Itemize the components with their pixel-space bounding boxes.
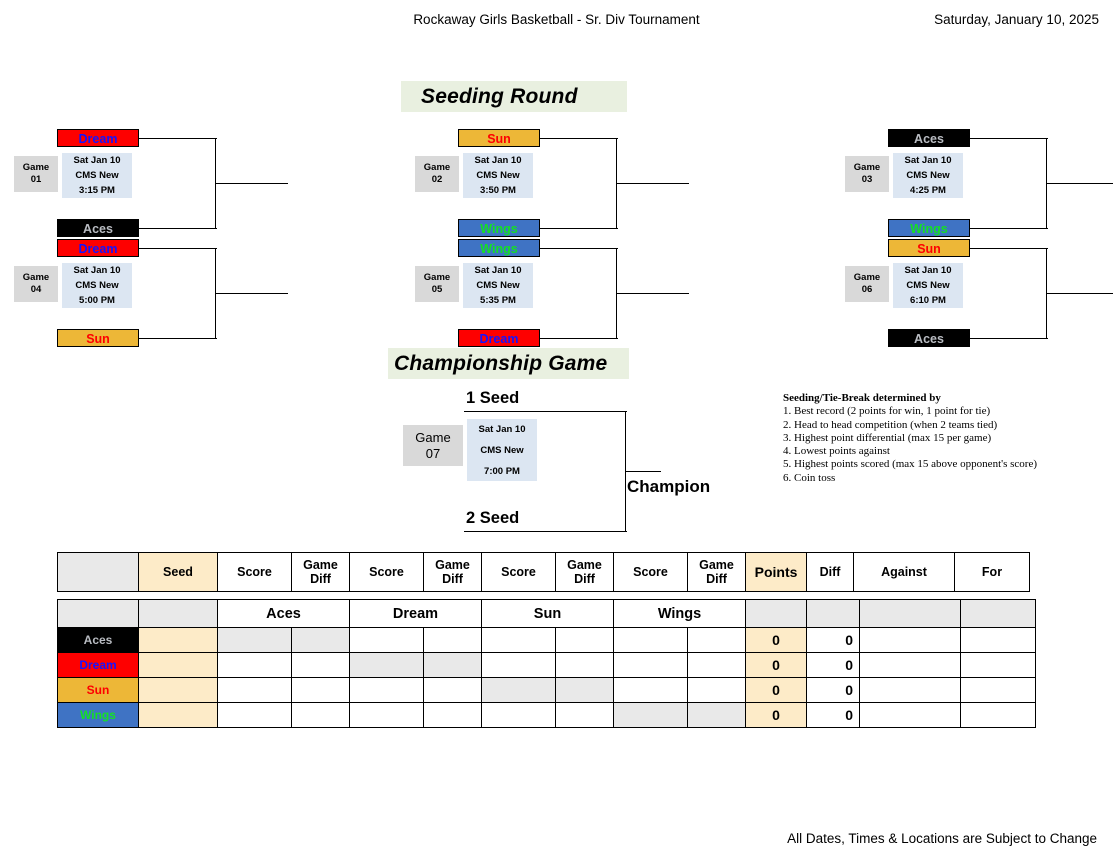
game-05-date: Sat Jan 10 xyxy=(474,265,522,276)
tiebreak-rule: 4. Lowest points against xyxy=(783,445,890,458)
table-row xyxy=(58,628,1036,653)
row-wings-gd-aces[interactable] xyxy=(292,703,350,728)
tournament-date: Saturday, January 10, 2025 xyxy=(934,12,1099,27)
row-sun-gd-aces[interactable] xyxy=(292,678,350,703)
bracket-game-02 xyxy=(415,129,705,239)
row-aces-gd-sun[interactable] xyxy=(556,628,614,653)
row-aces-diff: 0 xyxy=(807,628,860,653)
game-03-bottom-team[interactable]: Wings xyxy=(888,219,970,237)
champion-label: Champion xyxy=(627,477,711,496)
championship-top-seed[interactable]: 1 Seed xyxy=(466,389,520,407)
row-dream-score-wings[interactable] xyxy=(614,653,688,678)
game-02-connector-bottom xyxy=(540,228,618,229)
header-score-2: Score xyxy=(350,553,424,592)
opponent-row-blank-diff xyxy=(807,600,860,628)
row-wings-gd-sun[interactable] xyxy=(556,703,614,728)
championship-game-label: Championship Game xyxy=(394,351,608,375)
game-02-connector-out xyxy=(616,183,689,184)
bracket-game-05 xyxy=(415,239,705,349)
opponent-row-blank-2 xyxy=(139,600,218,628)
game-05-venue: CMS New xyxy=(476,280,520,291)
header-game-diff-1-line2: Diff xyxy=(310,572,331,586)
row-aces-seed[interactable] xyxy=(139,628,218,653)
game-02-info xyxy=(463,153,533,198)
championship-connector-bottom xyxy=(464,531,627,532)
bracket-game-06 xyxy=(845,239,1113,349)
game-05-connector-top xyxy=(540,248,618,249)
game-02-label xyxy=(415,156,459,192)
game-03-connector-top xyxy=(970,138,1048,139)
tiebreak-rule: 2. Head to head competition (when 2 teams tied) xyxy=(783,418,998,431)
championship-date: Sat Jan 10 xyxy=(478,423,526,435)
header-game-diff-3-line2: Diff xyxy=(574,572,595,586)
table-row xyxy=(58,678,1036,703)
header-team xyxy=(58,553,139,592)
header-score-1: Score xyxy=(218,553,292,592)
standings-opponent-row xyxy=(58,600,1036,628)
game-02-venue: CMS New xyxy=(476,170,520,181)
page-title-text: Rockaway Girls Basketball - Sr. Div Tournament xyxy=(413,12,700,27)
game-06-connector-bottom xyxy=(970,338,1048,339)
championship-venue: CMS New xyxy=(480,444,524,456)
opponent-header-sun: Sun xyxy=(482,600,614,628)
opponent-row-blank-points xyxy=(746,600,807,628)
game-05-info xyxy=(463,263,533,308)
header-game-diff-4-line1: Game xyxy=(699,558,734,572)
opponent-row-blank-for xyxy=(961,600,1036,628)
row-dream-score-sun[interactable] xyxy=(482,653,556,678)
championship-bottom-seed[interactable]: 2 Seed xyxy=(466,509,520,527)
opponent-header-dream: Dream xyxy=(350,600,482,628)
row-dream-gd-dream xyxy=(424,653,482,678)
game-01-label-line1: Game xyxy=(22,162,50,173)
row-aces-score-sun[interactable] xyxy=(482,628,556,653)
row-aces-score-aces xyxy=(218,628,292,653)
seeding-round-banner xyxy=(401,81,627,112)
row-wings-for[interactable] xyxy=(961,703,1036,728)
game-06-time: 6:10 PM xyxy=(910,295,946,306)
game-01-connector-out xyxy=(215,183,288,184)
row-sun-seed[interactable] xyxy=(139,678,218,703)
bracket-game-01 xyxy=(14,129,304,239)
game-04-label xyxy=(14,266,58,302)
row-dream-gd-sun[interactable] xyxy=(556,653,614,678)
header-points: Points xyxy=(746,553,807,592)
game-04-top-team[interactable]: Dream xyxy=(57,239,139,257)
table-row xyxy=(58,653,1036,678)
row-sun-gd-wings[interactable] xyxy=(688,678,746,703)
championship-game-banner xyxy=(388,348,629,379)
game-06-label-line2: 06 xyxy=(861,284,873,295)
row-dream-gd-aces[interactable] xyxy=(292,653,350,678)
game-05-label xyxy=(415,266,459,302)
row-aces-gd-aces xyxy=(292,628,350,653)
row-aces-gd-dream[interactable] xyxy=(424,628,482,653)
game-04-label-line1: Game xyxy=(22,272,50,283)
row-wings-gd-dream[interactable] xyxy=(424,703,482,728)
row-aces-score-wings[interactable] xyxy=(614,628,688,653)
row-aces-gd-wings[interactable] xyxy=(688,628,746,653)
game-01-venue: CMS New xyxy=(75,170,119,181)
row-sun-against[interactable] xyxy=(860,678,961,703)
standings-section xyxy=(57,552,1036,728)
opponent-row-blank-against xyxy=(860,600,961,628)
game-03-time: 4:25 PM xyxy=(910,185,946,196)
game-04-label-line2: 04 xyxy=(30,284,42,295)
game-04-connector-out xyxy=(215,293,288,294)
game-03-connector-bottom xyxy=(970,228,1048,229)
row-wings-against[interactable] xyxy=(860,703,961,728)
tiebreak-rule: 6. Coin toss xyxy=(783,471,836,484)
header-diff: Diff xyxy=(807,553,854,592)
game-02-label-line2: 02 xyxy=(431,174,443,185)
game-03-info xyxy=(893,153,963,198)
championship-time: 7:00 PM xyxy=(484,465,520,477)
header-for: For xyxy=(955,553,1030,592)
row-dream-for[interactable] xyxy=(961,653,1036,678)
championship-game-info xyxy=(467,419,537,481)
row-sun-gd-dream[interactable] xyxy=(424,678,482,703)
opponent-row-blank-1 xyxy=(58,600,139,628)
game-01-info xyxy=(62,153,132,198)
header-game-diff-2 xyxy=(424,553,482,592)
tiebreak-rule-list xyxy=(783,405,1083,485)
row-dream-against[interactable] xyxy=(860,653,961,678)
row-sun-gd-sun xyxy=(556,678,614,703)
bracket-game-04 xyxy=(14,239,304,349)
row-dream-diff: 0 xyxy=(807,653,860,678)
game-02-bottom-team[interactable]: Wings xyxy=(458,219,540,237)
game-06-date: Sat Jan 10 xyxy=(904,265,952,276)
standings-header-row xyxy=(58,553,1030,592)
header-game-diff-1-line1: Game xyxy=(303,558,338,572)
game-04-connector-top xyxy=(139,248,217,249)
opponent-header-wings: Wings xyxy=(614,600,746,628)
game-05-top-team[interactable]: Wings xyxy=(458,239,540,257)
game-02-date: Sat Jan 10 xyxy=(474,155,522,166)
game-02-label-line1: Game xyxy=(423,162,451,173)
header-game-diff-4-line2: Diff xyxy=(706,572,727,586)
game-05-time: 5:35 PM xyxy=(480,295,516,306)
game-05-label-line2: 05 xyxy=(431,284,443,295)
standings-body-table xyxy=(57,599,1036,728)
row-aces-for[interactable] xyxy=(961,628,1036,653)
game-06-connector-out xyxy=(1046,293,1113,294)
championship-label-line2: 07 xyxy=(425,445,441,461)
row-sun-score-wings[interactable] xyxy=(614,678,688,703)
header-seed: Seed xyxy=(139,553,218,592)
row-dream-score-dream xyxy=(350,653,424,678)
game-04-time: 5:00 PM xyxy=(79,295,115,306)
table-spacer xyxy=(57,592,1036,599)
game-03-label-line2: 03 xyxy=(861,174,873,185)
game-03-connector-out xyxy=(1046,183,1113,184)
championship-connector-top xyxy=(464,411,627,412)
game-06-label xyxy=(845,266,889,302)
game-05-bottom-team[interactable]: Dream xyxy=(458,329,540,347)
game-06-connector-top xyxy=(970,248,1048,249)
game-03-top-team[interactable]: Aces xyxy=(888,129,970,147)
game-02-top-team[interactable]: Sun xyxy=(458,129,540,147)
header-game-diff-1 xyxy=(292,553,350,592)
game-05-label-line1: Game xyxy=(423,272,451,283)
header-score-3: Score xyxy=(482,553,556,592)
row-sun-diff: 0 xyxy=(807,678,860,703)
game-02-connector-top xyxy=(540,138,618,139)
row-sun-for[interactable] xyxy=(961,678,1036,703)
game-06-info xyxy=(893,263,963,308)
row-team-wings: Wings xyxy=(58,703,139,728)
game-01-top-team[interactable]: Dream xyxy=(57,129,139,147)
game-01-connector-bottom xyxy=(139,228,217,229)
championship-connector-out xyxy=(625,471,661,472)
game-01-date: Sat Jan 10 xyxy=(73,155,121,166)
game-01-time: 3:15 PM xyxy=(79,185,115,196)
game-01-label xyxy=(14,156,58,192)
tiebreak-rules xyxy=(783,392,1083,485)
championship-game-label xyxy=(403,425,463,466)
header-against: Against xyxy=(854,553,955,592)
row-aces-score-dream[interactable] xyxy=(350,628,424,653)
game-05-connector-bottom xyxy=(540,338,618,339)
row-team-sun: Sun xyxy=(58,678,139,703)
standings-header-table xyxy=(57,552,1030,592)
game-06-label-line1: Game xyxy=(853,272,881,283)
row-wings-score-dream[interactable] xyxy=(350,703,424,728)
table-row xyxy=(58,703,1036,728)
row-wings-score-wings xyxy=(614,703,688,728)
row-team-dream: Dream xyxy=(58,653,139,678)
game-02-time: 3:50 PM xyxy=(480,185,516,196)
row-team-aces: Aces xyxy=(58,628,139,653)
row-sun-score-aces[interactable] xyxy=(218,678,292,703)
tiebreak-rule: 3. Highest point differential (max 15 per game) xyxy=(783,431,992,444)
tiebreak-title: Seeding/Tie-Break determined by xyxy=(783,392,941,404)
row-wings-points: 0 xyxy=(746,703,807,728)
row-aces-points: 0 xyxy=(746,628,807,653)
header-score-4: Score xyxy=(614,553,688,592)
game-04-date: Sat Jan 10 xyxy=(73,265,121,276)
game-04-venue: CMS New xyxy=(75,280,119,291)
row-wings-score-sun[interactable] xyxy=(482,703,556,728)
tiebreak-rule: 1. Best record (2 points for win, 1 point for tie) xyxy=(783,405,991,418)
opponent-header-aces: Aces xyxy=(218,600,350,628)
bracket-game-03 xyxy=(845,129,1113,239)
game-06-bottom-team[interactable]: Aces xyxy=(888,329,970,347)
game-01-connector-top xyxy=(139,138,217,139)
row-sun-score-dream[interactable] xyxy=(350,678,424,703)
header-game-diff-3-line1: Game xyxy=(567,558,602,572)
row-wings-seed[interactable] xyxy=(139,703,218,728)
header-game-diff-2-line1: Game xyxy=(435,558,470,572)
header-game-diff-2-line2: Diff xyxy=(442,572,463,586)
header-game-diff-4 xyxy=(688,553,746,592)
game-01-label-line2: 01 xyxy=(30,174,42,185)
row-dream-gd-wings[interactable] xyxy=(688,653,746,678)
row-dream-seed[interactable] xyxy=(139,653,218,678)
game-04-bottom-team[interactable]: Sun xyxy=(57,329,139,347)
row-wings-diff: 0 xyxy=(807,703,860,728)
game-05-connector-out xyxy=(616,293,689,294)
header-game-diff-3 xyxy=(556,553,614,592)
game-03-date: Sat Jan 10 xyxy=(904,155,952,166)
game-04-info xyxy=(62,263,132,308)
championship-label-line1: Game xyxy=(415,429,451,445)
row-aces-against[interactable] xyxy=(860,628,961,653)
row-wings-gd-wings xyxy=(688,703,746,728)
row-dream-score-aces[interactable] xyxy=(218,653,292,678)
game-06-venue: CMS New xyxy=(906,280,950,291)
row-sun-points: 0 xyxy=(746,678,807,703)
row-sun-score-sun xyxy=(482,678,556,703)
row-wings-score-aces[interactable] xyxy=(218,703,292,728)
game-03-label xyxy=(845,156,889,192)
game-01-bottom-team[interactable]: Aces xyxy=(57,219,139,237)
game-04-connector-bottom xyxy=(139,338,217,339)
game-03-venue: CMS New xyxy=(906,170,950,181)
footer-note: All Dates, Times & Locations are Subject to Change xyxy=(787,831,1097,846)
game-06-top-team[interactable]: Sun xyxy=(888,239,970,257)
tiebreak-rule: 5. Highest points scored (max 15 above opponent's score) xyxy=(783,458,1038,471)
row-dream-points: 0 xyxy=(746,653,807,678)
game-03-label-line1: Game xyxy=(853,162,881,173)
seeding-round-label: Seeding Round xyxy=(421,84,578,108)
